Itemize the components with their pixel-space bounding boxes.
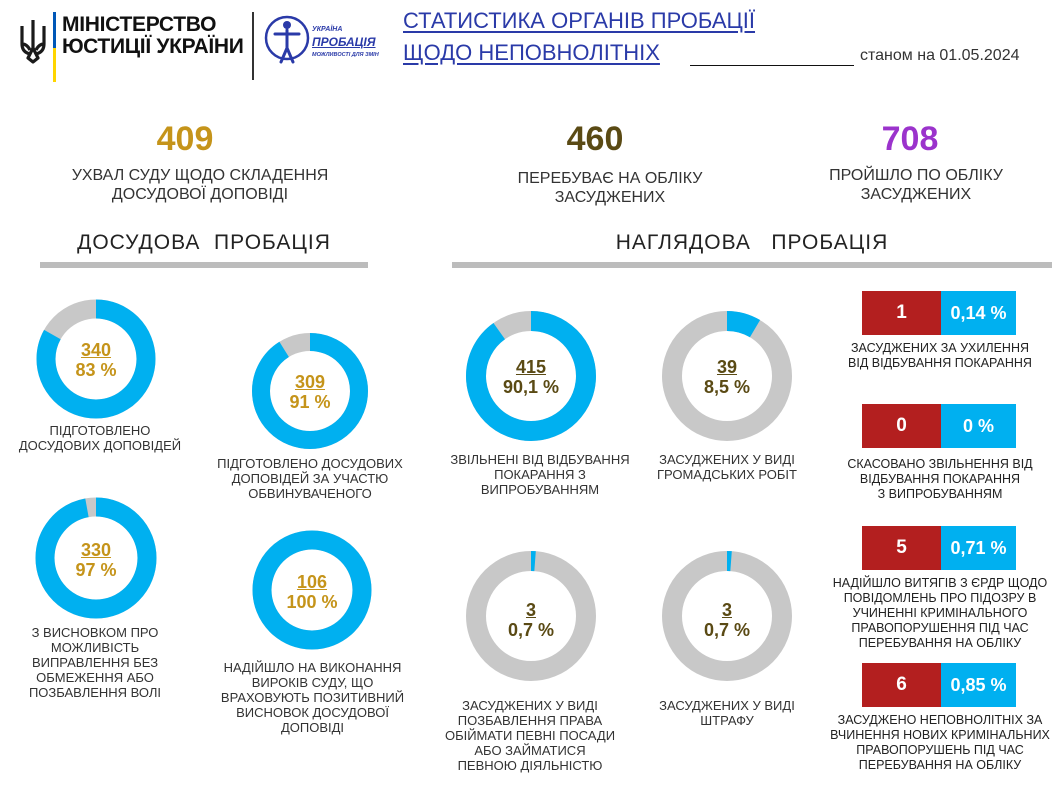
donut-label-reports-with-accused [210, 456, 410, 501]
page-title-line1: СТАТИСТИКА ОРГАНІВ ПРОБАЦІЇ [403, 8, 756, 33]
badge-percent: 0,14 % [941, 291, 1016, 335]
label-line: ВІД ВІДБУВАННЯ ПОКАРАННЯ [848, 356, 1032, 370]
donut-count: 3 [721, 600, 732, 620]
donut-percent: 0,7 % [507, 620, 555, 640]
donut-label-positive-conclusion [210, 660, 415, 735]
label-line: ПОВІДОМЛЕНЬ ПРО ПІДОЗРУ В [843, 591, 1037, 605]
badge-label-erdr-extracts [825, 576, 1055, 651]
section-title-pretrial: ДОСУДОВА ПРОБАЦІЯ [77, 231, 331, 254]
badge-count: 0 [862, 404, 941, 448]
label-line: ПЕВНОЮ ДІЯЛЬНІСТЮ [457, 758, 603, 773]
kpi-value-on-record: 460 [566, 120, 624, 158]
label-line: МОЖЛИВІСТЬ [50, 640, 140, 655]
badge-cancelled-release [862, 404, 1016, 448]
badge-percent: 0,85 % [941, 663, 1016, 707]
donut-center-deprivation-of-right [481, 600, 581, 640]
kpi-label-passed-record-line2: ЗАСУДЖЕНИХ [860, 186, 972, 203]
label-line: СКАСОВАНО ЗВІЛЬНЕННЯ ВІД [847, 457, 1033, 471]
label-line: ДОПОВІДЕЙ ЗА УЧАСТЮ [231, 471, 389, 486]
donut-percent: 0,7 % [703, 620, 751, 640]
donut-count: 340 [80, 340, 112, 360]
badge-percent: 0 % [941, 404, 1016, 448]
label-line: ВРАХОВУЮТЬ ПОЗИТИВНИЙ [220, 690, 405, 705]
label-line: З ВИПРОБУВАННЯМ [877, 487, 1003, 501]
kpi-label-passed-record-line1: ПРОЙШЛО ПО ОБЛІКУ [829, 167, 1003, 184]
label-line: НАДІЙШЛО ВИТЯГІВ З ЄРДР ЩОДО [832, 576, 1048, 590]
donut-center-community-service [677, 357, 777, 397]
trident-emblem-icon [18, 18, 48, 64]
badge-count: 5 [862, 526, 941, 570]
label-line: З ВИСНОВКОМ ПРО [31, 625, 159, 640]
section-title-supervision: НАГЛЯДОВА ПРОБАЦІЯ [615, 231, 889, 254]
donut-label-deprivation-of-right [440, 698, 620, 773]
label-line: ВІДБУВАННЯ ПОКАРАННЯ [859, 472, 1021, 486]
donut-label-prepared-reports [0, 423, 200, 453]
donut-percent: 8,5 % [703, 377, 751, 397]
label-line: ЗАСУДЖЕНИХ ЗА УХИЛЕННЯ [850, 341, 1029, 355]
label-line: ПЕРЕБУВАННЯ НА ОБЛІКУ [858, 758, 1022, 772]
kpi-label-court-rulings-line1: УХВАЛ СУДУ ЩОДО СКЛАДЕННЯ [71, 167, 329, 184]
donut-label-community-service [637, 452, 817, 482]
donut-center-released-probation [481, 357, 581, 397]
label-line: ВЧИНЕННЯ НОВИХ КРИМІНАЛЬНИХ [830, 728, 1050, 742]
badge-label-cancelled-release [830, 457, 1050, 502]
donut-label-released-probation [440, 452, 640, 497]
label-line: ОБІЙМАТИ ПЕВНІ ПОСАДИ [444, 728, 616, 743]
donut-percent: 97 % [75, 560, 117, 580]
badge-new-offences [862, 663, 1016, 707]
label-line: АБО ЗАЙМАТИСЯ [474, 743, 586, 758]
label-line: ПРАВОПОРУШЕННЯ ПІД ЧАС [851, 621, 1029, 635]
donut-center-fine [677, 600, 777, 640]
donut-count: 309 [294, 372, 326, 392]
label-line: ЗАСУДЖЕНИХ У ВИДІ [659, 698, 795, 713]
donut-label-fine [637, 698, 817, 728]
label-line: ВИРОКІВ СУДУ, ЩО [251, 675, 374, 690]
label-line: ВИСНОВОК ДОСУДОВОЇ [236, 705, 389, 720]
probation-logo-top: УКРАЇНА [312, 26, 343, 33]
report-date: станом на 01.05.2024 [860, 47, 1020, 64]
label-line: ПРАВОПОРУШЕНЬ ПІД ЧАС [856, 743, 1024, 757]
kpi-label-on-record-line2: ЗАСУДЖЕНИХ [554, 189, 666, 206]
label-line: ПІДГОТОВЛЕНО [49, 423, 151, 438]
badge-erdr-extracts [862, 526, 1016, 570]
label-line: ОБМЕЖЕННЯ АБО [36, 670, 154, 685]
label-line: ПОЗБАВЛЕННЯ ПРАВА [457, 713, 603, 728]
kpi-label-on-record-line1: ПЕРЕБУВАЄ НА ОБЛІКУ [517, 170, 703, 187]
donut-center-positive-conclusion [262, 572, 362, 612]
donut-center-reports-with-accused [260, 372, 360, 412]
ministry-name-line2: ЮСТИЦІЇ УКРАЇНИ [62, 35, 244, 58]
donut-center-prepared-reports [46, 340, 146, 380]
label-line: УЧИНЕННІ КРИМІНАЛЬНОГО [852, 606, 1028, 620]
header [0, 0, 1058, 90]
label-line: ПОЗБАВЛЕННЯ ВОЛІ [28, 685, 162, 700]
ministry-name-line1: МІНІСТЕРСТВО [62, 13, 217, 36]
kpi-value-court-rulings: 409 [156, 120, 214, 158]
header-divider [252, 12, 254, 80]
probation-logo-sub: МОЖЛИВОСТІ ДЛЯ ЗМІН [312, 52, 379, 58]
flag-stripe-blue [53, 12, 56, 48]
label-line: ШТРАФУ [700, 713, 754, 728]
badge-evasion [862, 291, 1016, 335]
label-line: ГРОМАДСЬКИХ РОБІТ [657, 467, 797, 482]
kpi-value-passed-record: 708 [881, 120, 939, 158]
donut-percent: 100 % [286, 592, 338, 612]
label-line: ПІДГОТОВЛЕНО ДОСУДОВИХ [217, 456, 403, 471]
label-line: ДОСУДОВИХ ДОПОВІДЕЙ [18, 438, 182, 453]
section-bar-pretrial [40, 262, 368, 268]
label-line: ВИПРОБУВАННЯМ [480, 482, 600, 497]
donut-center-correction-possible [46, 540, 146, 580]
badge-percent: 0,71 % [941, 526, 1016, 570]
badge-label-evasion [830, 341, 1050, 371]
label-line: ЗАСУДЖЕНИХ У ВИДІ [462, 698, 598, 713]
donut-count: 39 [716, 357, 738, 377]
probation-logo-icon [263, 12, 311, 68]
donut-count: 3 [525, 600, 536, 620]
label-line: ДОПОВІДІ [280, 720, 345, 735]
title-underline-extension [690, 65, 854, 66]
label-line: ПЕРЕБУВАННЯ НА ОБЛІКУ [858, 636, 1022, 650]
label-line: ОБВИНУВАЧЕНОГО [248, 486, 372, 501]
page-title-line2: ЩОДО НЕПОВНОЛІТНІХ [403, 40, 660, 65]
label-line: НАДІЙШЛО НА ВИКОНАННЯ [223, 660, 402, 675]
donut-percent: 83 % [75, 360, 117, 380]
badge-count: 6 [862, 663, 941, 707]
donut-percent: 91 % [289, 392, 331, 412]
donut-label-correction-possible [0, 625, 190, 700]
donut-count: 106 [296, 572, 328, 592]
label-line: ЗАСУДЖЕНО НЕПОВНОЛІТНІХ ЗА [837, 713, 1043, 727]
flag-stripe-yellow [53, 48, 56, 82]
badge-count: 1 [862, 291, 941, 335]
donut-percent: 90,1 % [502, 377, 560, 397]
donut-count: 330 [80, 540, 112, 560]
badge-label-new-offences [825, 713, 1055, 773]
label-line: ЗАСУДЖЕНИХ У ВИДІ [659, 452, 795, 467]
probation-logo-main: ПРОБАЦІЯ [312, 35, 376, 49]
label-line: ПОКАРАННЯ З [494, 467, 586, 482]
donut-count: 415 [515, 357, 547, 377]
label-line: ЗВІЛЬНЕНІ ВІД ВІДБУВАННЯ [450, 452, 630, 467]
label-line: ВИПРАВЛЕННЯ БЕЗ [31, 655, 159, 670]
kpi-label-court-rulings-line2: ДОСУДОВОЇ ДОПОВІДІ [111, 186, 289, 203]
section-bar-supervision [452, 262, 1052, 268]
